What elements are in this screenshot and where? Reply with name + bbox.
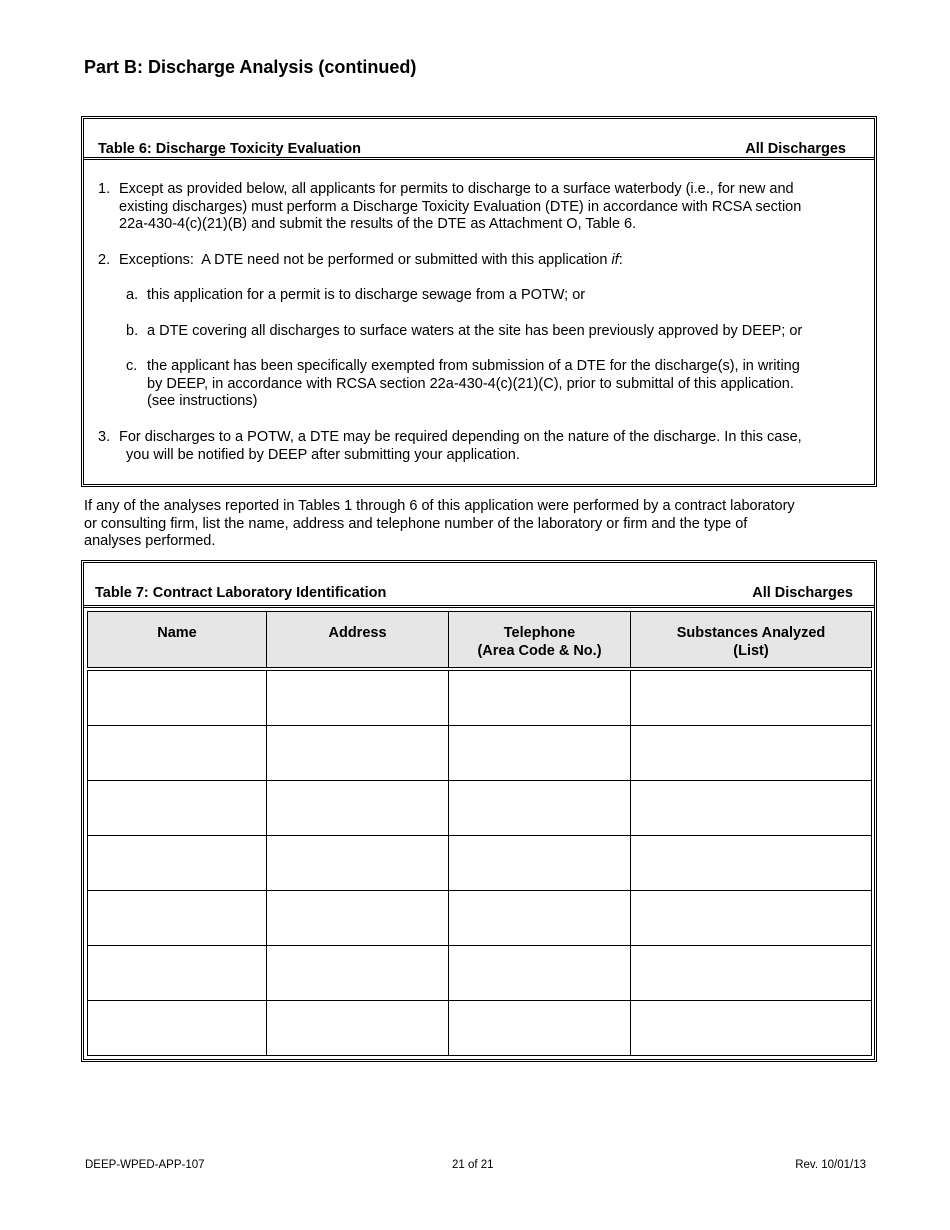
substances-cell[interactable] (631, 836, 872, 891)
intro-line1: If any of the analyses reported in Tables 1 through 6 of this application were performed by a contract laboratory (84, 498, 795, 514)
telephone-cell[interactable] (449, 891, 631, 946)
substances-cell[interactable] (631, 781, 872, 836)
table-row (88, 836, 872, 891)
name-cell[interactable] (88, 836, 267, 891)
item3-text (119, 429, 864, 464)
intro-line3: analyses performed. (84, 533, 216, 549)
item2c-line3: (see instructions) (147, 393, 258, 409)
name-cell[interactable] (88, 671, 267, 726)
item3-line2: you will be notified by DEEP after submitting your application. (126, 446, 520, 463)
name-cell[interactable] (88, 891, 267, 946)
item2c-line2: by DEEP, in accordance with RCSA section 22a-430-4(c)(21)(C), prior to submittal of this application. (147, 375, 794, 392)
table7-scope: All Discharges (752, 585, 853, 601)
column-header-address: Address (267, 612, 449, 668)
item2-number: 2. (98, 252, 111, 268)
address-cell[interactable] (267, 781, 449, 836)
telephone-cell[interactable] (449, 836, 631, 891)
telephone-cell[interactable] (449, 726, 631, 781)
table7-title: Table 7: Contract Laboratory Identification (95, 585, 387, 601)
contract-lab-instructions (84, 498, 854, 551)
item2-tail: : (618, 252, 623, 268)
table6-scope: All Discharges (745, 141, 846, 157)
address-cell[interactable] (267, 891, 449, 946)
address-cell[interactable] (267, 671, 449, 726)
telephone-cell[interactable] (449, 671, 631, 726)
table7-header-row (88, 612, 872, 668)
item2a-text: this application for a permit is to discharge sewage from a POTW; or (147, 287, 586, 303)
item1-line2: existing discharges) must perform a Discharge Toxicity Evaluation (DTE) in accordance with RCSA section (119, 198, 802, 215)
table-row (88, 1001, 872, 1056)
name-cell[interactable] (88, 726, 267, 781)
footer-revision: Rev. 10/01/13 (795, 1159, 866, 1171)
table7-header-divider (84, 605, 874, 608)
column-header-telephone: Telephone (Area Code & No.) (449, 612, 631, 668)
address-cell[interactable] (267, 836, 449, 891)
item1-number: 1. (98, 181, 111, 197)
table-row (88, 891, 872, 946)
substances-cell[interactable] (631, 891, 872, 946)
table6-discharge-toxicity (81, 116, 877, 487)
item2c-line1: the applicant has been specifically exempted from submission of a DTE for the discharge(s), in writing (147, 358, 800, 374)
table-row (88, 671, 872, 726)
item2-lead: Exceptions: A DTE need not be performed or submitted with this application (119, 252, 612, 268)
table-row (88, 946, 872, 1001)
substances-cell[interactable] (631, 1001, 872, 1056)
item1-line3: 22a-430-4(c)(21)(B) and submit the results of the DTE as Attachment O, Table 6. (119, 216, 637, 232)
item2c-letter: c. (126, 358, 138, 374)
name-cell[interactable] (88, 946, 267, 1001)
item2-text (119, 252, 864, 270)
item2a-letter: a. (126, 287, 139, 303)
table7-grid (87, 611, 872, 1056)
substances-cell[interactable] (631, 946, 872, 1001)
item3-line1: For discharges to a POTW, a DTE may be required depending on the nature of the discharge. In this case, (119, 429, 802, 445)
item3-number: 3. (98, 429, 111, 445)
column-header-substances: Substances Analyzed (List) (631, 612, 872, 668)
address-cell[interactable] (267, 946, 449, 1001)
substances-cell[interactable] (631, 671, 872, 726)
table7-contract-lab (81, 560, 877, 1062)
telephone-cell[interactable] (449, 1001, 631, 1056)
telephone-cell[interactable] (449, 781, 631, 836)
column-header-name: Name (88, 612, 267, 668)
name-cell[interactable] (88, 1001, 267, 1056)
substances-cell[interactable] (631, 726, 872, 781)
item2b-text: a DTE covering all discharges to surface waters at the site has been previously approved by DEEP; or (147, 323, 803, 339)
footer-page-number: 21 of 21 (452, 1159, 494, 1171)
item2b-letter: b. (126, 323, 139, 339)
table-row (88, 726, 872, 781)
intro-line2: or consulting firm, list the name, address and telephone number of the laboratory or firm and the type of (84, 515, 748, 532)
footer-form-id: DEEP-WPED-APP-107 (85, 1159, 205, 1171)
table6-header-divider (84, 157, 874, 160)
item2-emphasis: if (611, 252, 619, 268)
item1-line1: Except as provided below, all applicants for permits to discharge to a surface waterbody (i.e., for new and (119, 181, 794, 197)
address-cell[interactable] (267, 726, 449, 781)
item1-text (119, 181, 864, 234)
table6-title: Table 6: Discharge Toxicity Evaluation (98, 141, 361, 157)
address-cell[interactable] (267, 1001, 449, 1056)
page-title: Part B: Discharge Analysis (continued) (84, 57, 417, 77)
telephone-cell[interactable] (449, 946, 631, 1001)
item2c-text (147, 358, 867, 411)
name-cell[interactable] (88, 781, 267, 836)
table-row (88, 781, 872, 836)
